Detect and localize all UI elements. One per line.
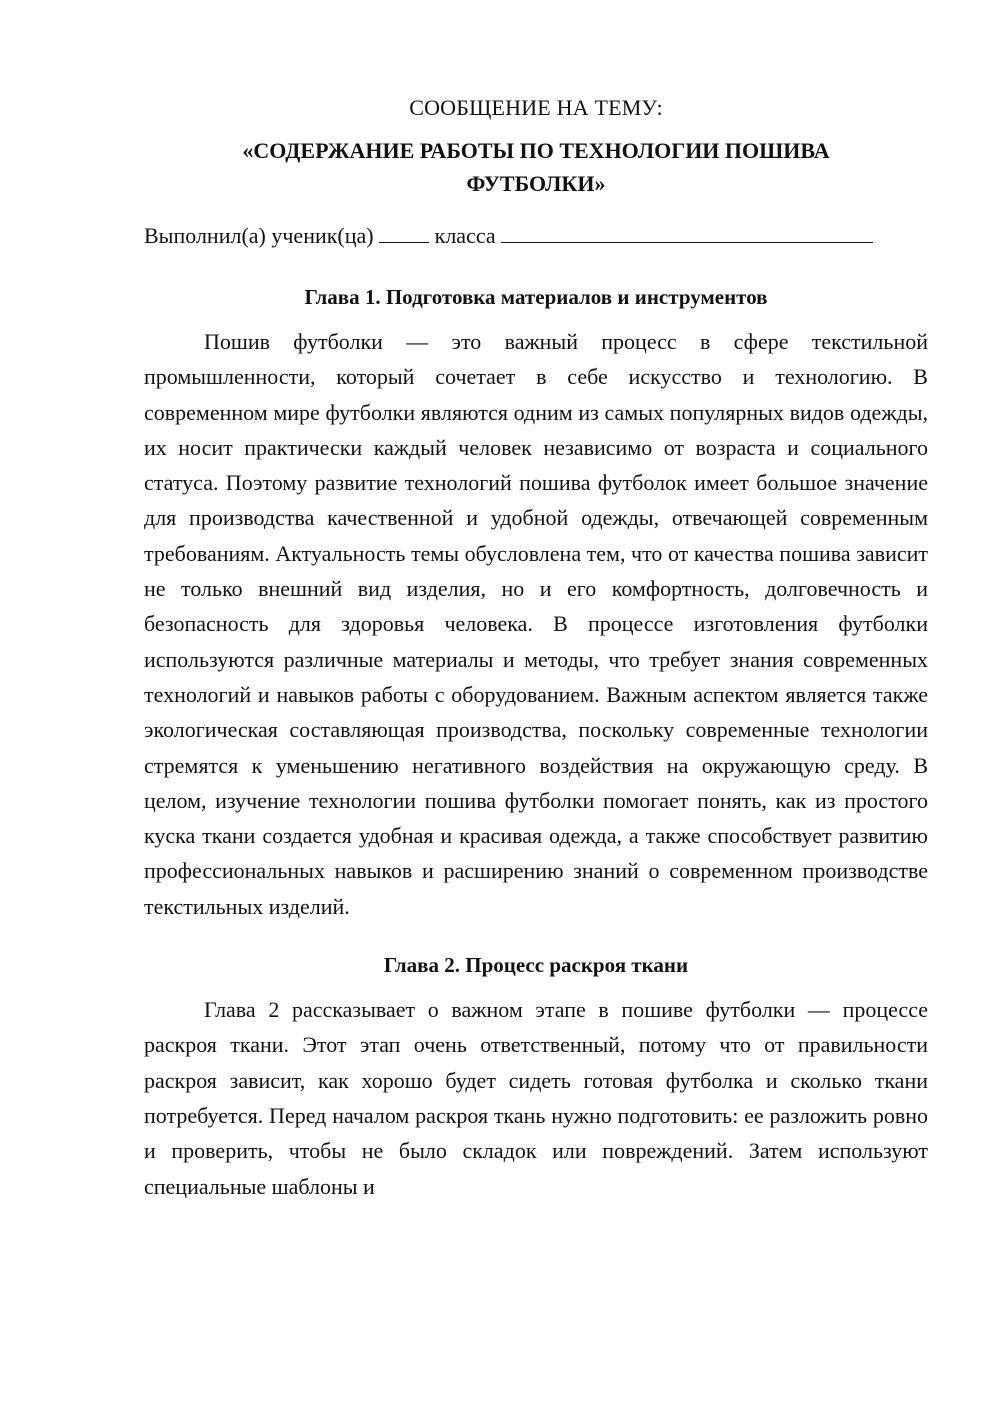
chapter-1-title: Глава 1. Подготовка материалов и инструментов xyxy=(304,285,768,309)
document-header-label: СООБЩЕНИЕ НА ТЕМУ: xyxy=(409,95,663,120)
author-prefix: Выполнил(а) ученик(ца) xyxy=(144,223,374,248)
author-line xyxy=(144,218,928,254)
class-number-blank xyxy=(379,218,429,243)
chapter-1-paragraph: Пошив футболки — это важный процесс в сфере текстильной промышленности, который сочетает в себе искусство и технологию. В современном мире футболки являются одним из самых популярных видов одежды, их носит практически каждый человек независимо от возраста и социального статуса. Поэтому развитие технологий пошива футболок имеет большое значение для производства качественной и удобной одежды, отвечающей современным требованиям. Актуальность темы обусловлена тем, что от качества пошива зависит не только внешний вид изделия, но и его комфортность, долговечность и безопасность для здоровья человека. В процессе изготовления футболки используются различные материалы и методы, что требует знания современных технологий и навыков работы с оборудованием. Важным аспектом является также экологическая составляющая производства, поскольку современные технологии стремятся к уменьшению негативного воздействия на окружающую среду. В целом, изучение технологии пошива футболки помогает понять, как из простого куска ткани создается удобная и красивая одежда, а также способствует развитию профессиональных навыков и расширению знаний о современном производстве текстильных изделий. xyxy=(144,329,928,919)
student-name-blank xyxy=(501,218,873,243)
class-label: класса xyxy=(434,223,496,248)
document-title: «СОДЕРЖАНИЕ РАБОТЫ ПО ТЕХНОЛОГИИ ПОШИВА ФУТБОЛКИ» xyxy=(242,138,830,196)
chapter-2-title: Глава 2. Процесс раскроя ткани xyxy=(383,953,689,978)
document-content xyxy=(144,90,928,1204)
chapter-2-paragraph: Глава 2 рассказывает о важном этапе в пошиве футболки — процессе раскроя ткани. Этот этап очень ответственный, потому что от правильности раскроя зависит, как хорошо будет сидеть готовая футболка и сколько ткани потребуется. Перед началом раскроя ткань нужно подготовить: ее разложить ровно и проверить, чтобы не было складок или повреждений. Затем используют специальные шаблоны и xyxy=(144,997,928,1199)
